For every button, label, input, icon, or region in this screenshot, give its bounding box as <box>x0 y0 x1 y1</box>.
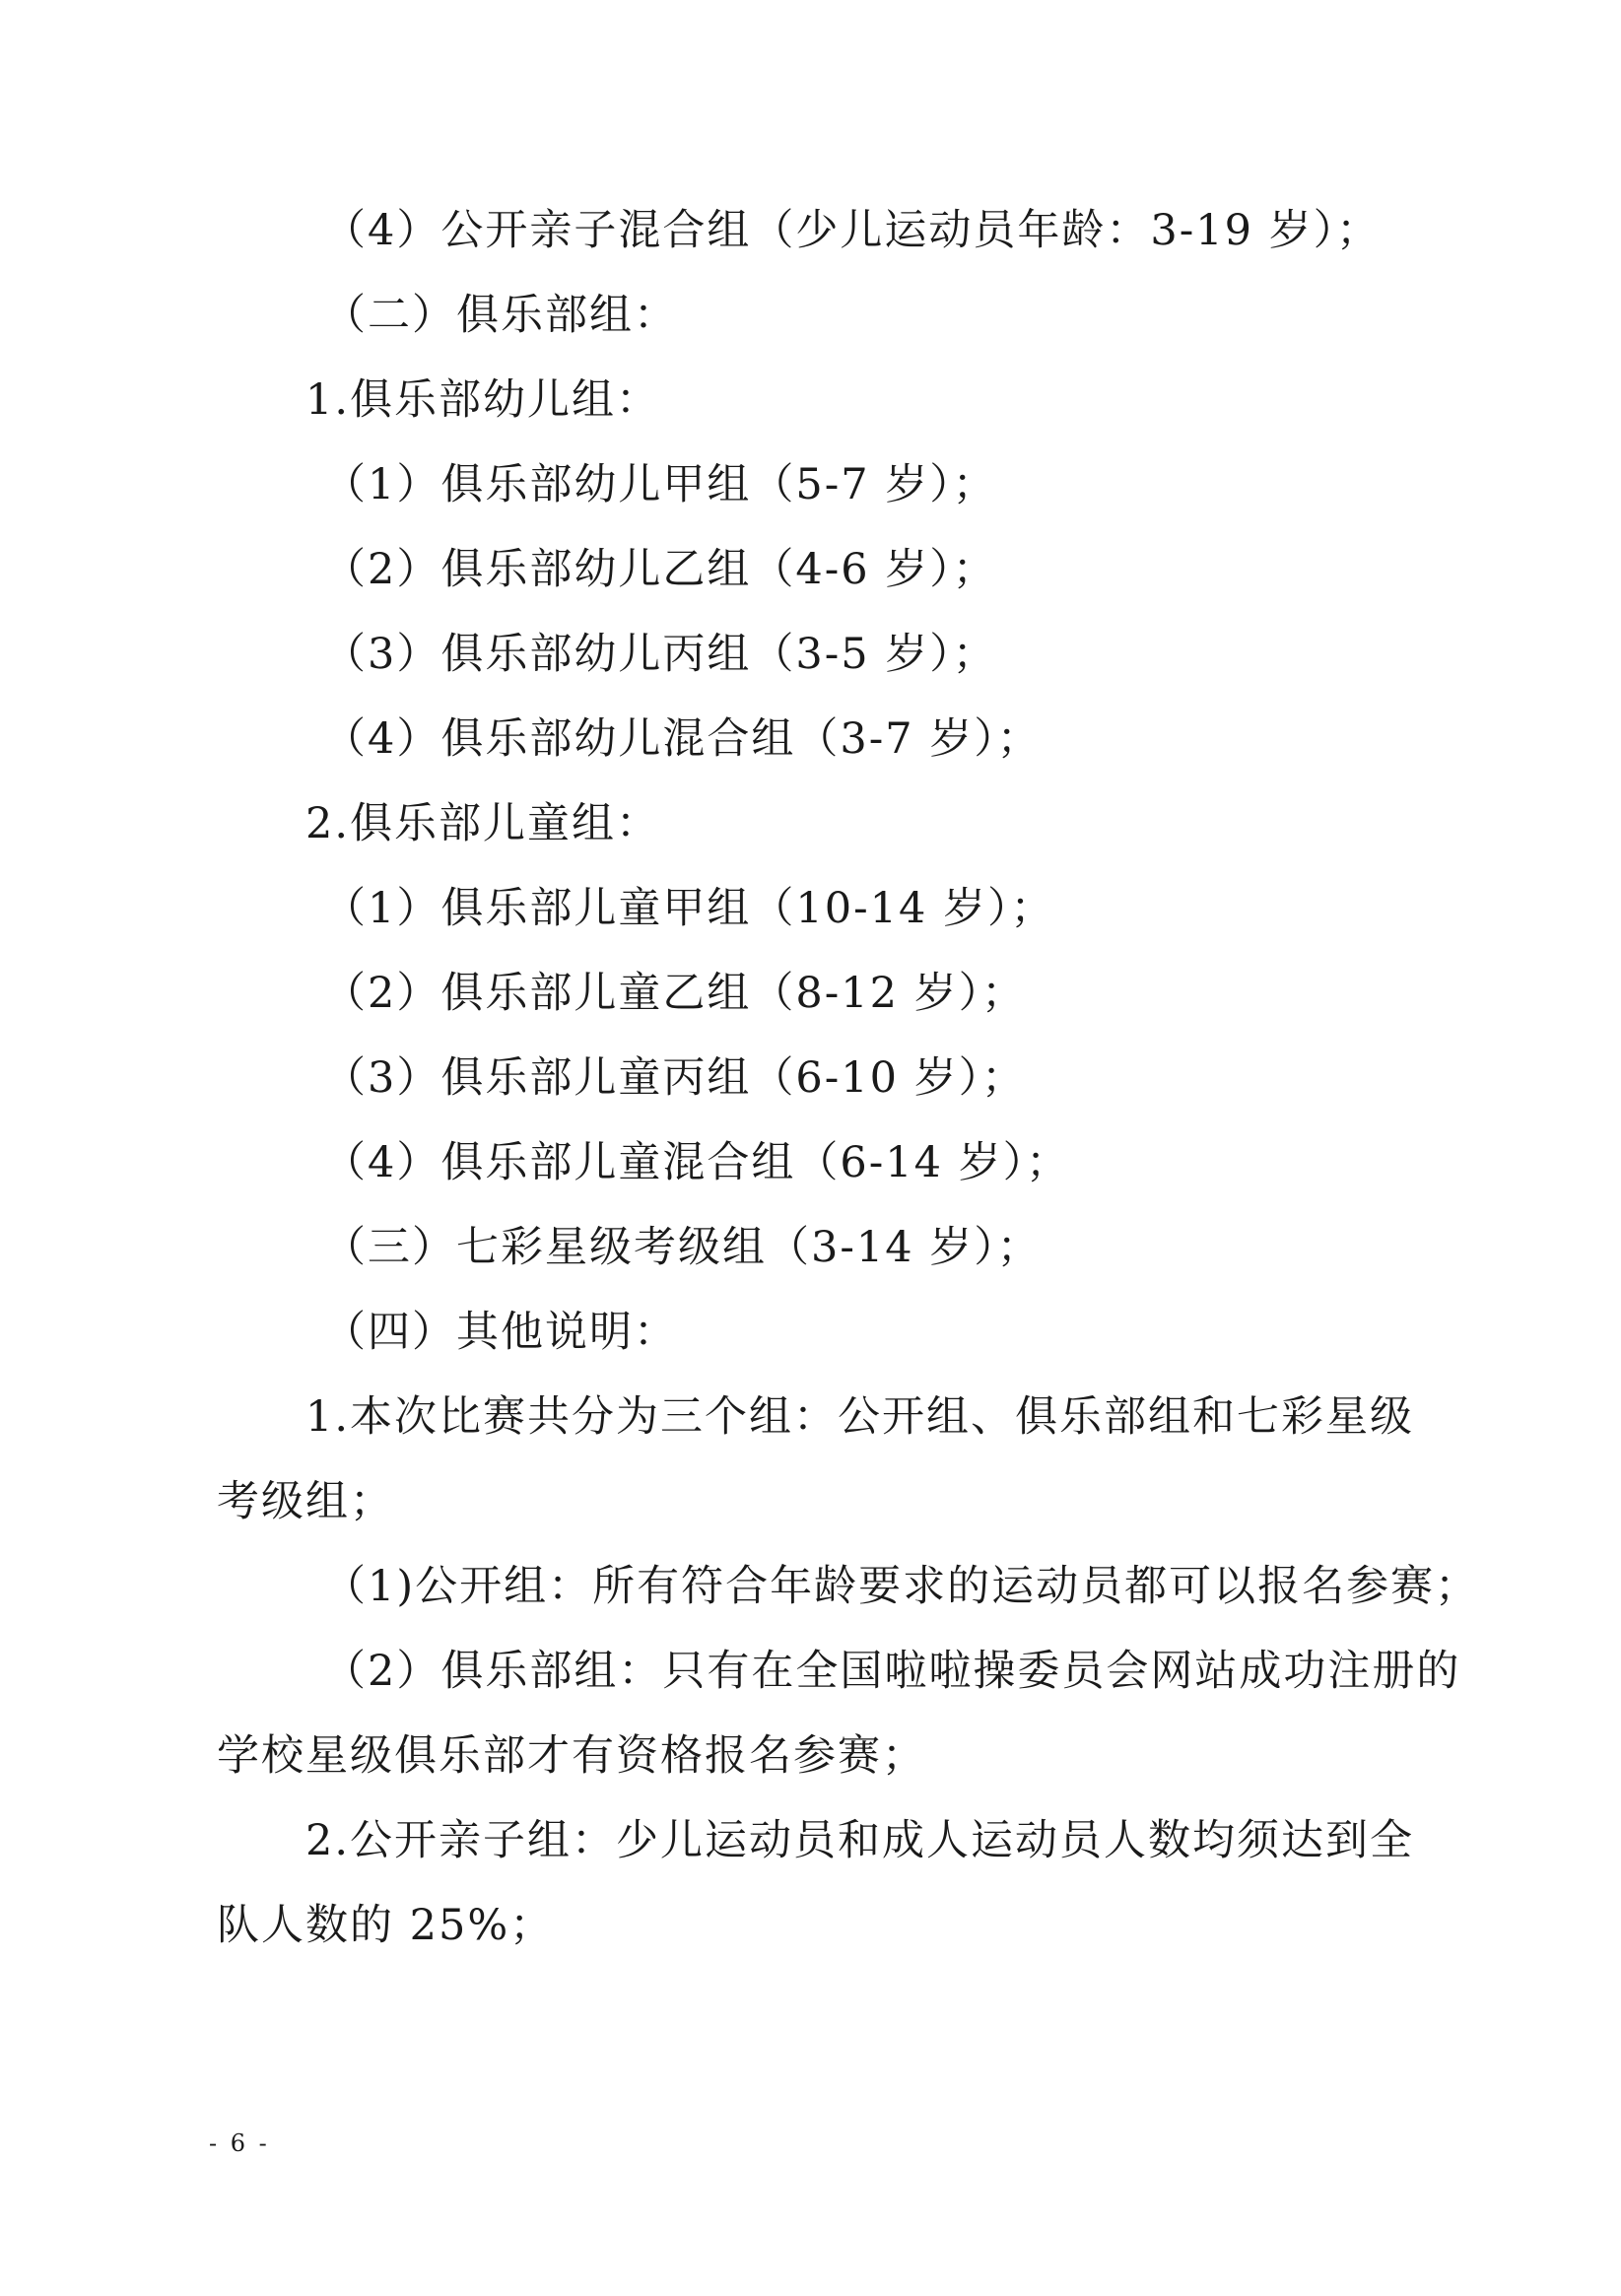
page-number: - 6 - <box>209 2129 270 2157</box>
list-item: （4）俱乐部儿童混合组（6-14 岁）； <box>323 1138 1071 1187</box>
paragraph-line: 2.公开亲子组：少儿运动员和成人运动员人数均须达到全 <box>305 1816 1415 1865</box>
paragraph-line: 1.本次比赛共分为三个组：公开组、俱乐部组和七彩星级 <box>305 1392 1415 1442</box>
paragraph-line: 队人数的 25%； <box>217 1901 555 1950</box>
paragraph-line: 考级组； <box>217 1477 394 1526</box>
list-item: （1）俱乐部儿童甲组（10-14 岁）； <box>323 884 1055 933</box>
paragraph-line: （2）俱乐部组：只有在全国啦啦操委员会网站成功注册的 <box>323 1647 1461 1696</box>
text-line: （4）公开亲子混合组（少儿运动员年龄：3-19 岁）； <box>323 206 1382 255</box>
list-item: （3）俱乐部幼儿丙组（3-5 岁）； <box>323 630 997 679</box>
list-item: （3）俱乐部儿童丙组（6-10 岁）； <box>323 1053 1027 1103</box>
subsection-heading: 1.俱乐部幼儿组： <box>305 375 661 425</box>
list-item: （4）俱乐部幼儿混合组（3-7 岁）； <box>323 714 1042 764</box>
list-item: （1）俱乐部幼儿甲组（5-7 岁）； <box>323 460 997 509</box>
list-item: （2）俱乐部幼儿乙组（4-6 岁）； <box>323 545 997 594</box>
section-heading: （三）七彩星级考级组（3-14 岁）； <box>323 1223 1042 1272</box>
list-item: （2）俱乐部儿童乙组（8-12 岁）； <box>323 969 1027 1018</box>
subsection-heading: 2.俱乐部儿童组： <box>305 799 661 848</box>
paragraph-line: 学校星级俱乐部才有资格报名参赛； <box>217 1731 926 1781</box>
section-heading: （四）其他说明： <box>323 1308 678 1357</box>
paragraph-line: （1)公开组：所有符合年龄要求的运动员都可以报名参赛； <box>323 1562 1480 1611</box>
section-heading: （二）俱乐部组： <box>323 291 678 340</box>
